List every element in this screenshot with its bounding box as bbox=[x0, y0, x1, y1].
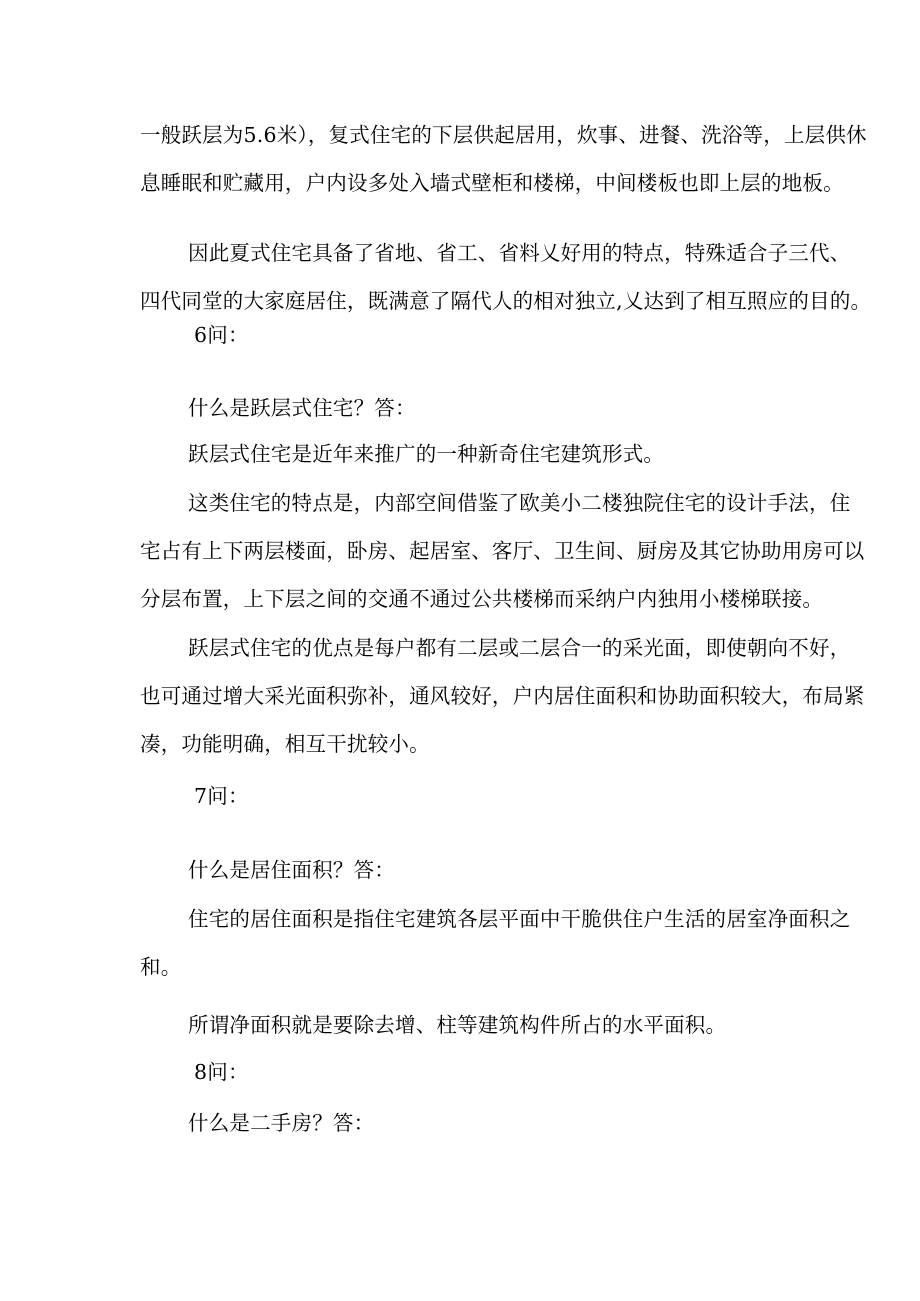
question-heading: 什么是跃层式住宅？答： bbox=[188, 396, 416, 420]
text-line: 因此夏式住宅具备了省地、省工、省料乂好用的特点，特殊适合子三代、 bbox=[188, 241, 851, 265]
question-heading: 什么是二手房？答： bbox=[188, 1111, 375, 1135]
text-line: 和。 bbox=[140, 955, 182, 979]
question-number: 7问： bbox=[194, 784, 249, 808]
text-line: 凑，功能明确，相互干扰较小。 bbox=[140, 732, 430, 756]
text-line: 宅占有上下两层楼面，卧房、起居室、客厅、卫生间、厨房及其它协助用房可以 bbox=[140, 539, 865, 563]
question-number: 6问： bbox=[194, 323, 249, 347]
text-line: 住宅的居住面积是指住宅建筑各层平面中干脆供住户生活的居室净面积之 bbox=[188, 907, 851, 931]
question-heading: 什么是居住面积？答： bbox=[188, 858, 395, 882]
text-line: 息睡眠和贮藏用，户内设多处入墙式壁柜和楼梯，中间楼板也即上层的地板。 bbox=[140, 171, 844, 195]
text-line: 也可通过增大采光面积弥补，通风较好，户内居住面积和协助面积较大，布局紧 bbox=[140, 684, 865, 708]
text-line: 跃层式住宅的优点是每户都有二层或二层合一的采光面，即使朝向不好， bbox=[188, 636, 851, 660]
question-number: 8问： bbox=[194, 1060, 249, 1084]
text-line: 这类住宅的特点是，内部空间借鉴了欧美小二楼独院住宅的设计手法，住 bbox=[188, 491, 851, 515]
text-line: 一般跃层为5.6米），复式住宅的下层供起居用，炊事、进餐、洗浴等，上层供休 bbox=[140, 123, 867, 147]
text-line: 所谓净面积就是要除去增、柱等建筑构件所占的水平面积。 bbox=[188, 1013, 727, 1037]
text-line: 四代同堂的大家庭居住，既满意了隔代人的相对独立,乂达到了相互照应的目的。 bbox=[140, 289, 872, 313]
text-line: 跃层式住宅是近年来推广的一种新奇住宅建筑形式。 bbox=[188, 442, 665, 466]
text-line: 分层布置，上下层之间的交通不通过公共楼梯而采纳户内独用小楼梯联接。 bbox=[140, 587, 824, 611]
